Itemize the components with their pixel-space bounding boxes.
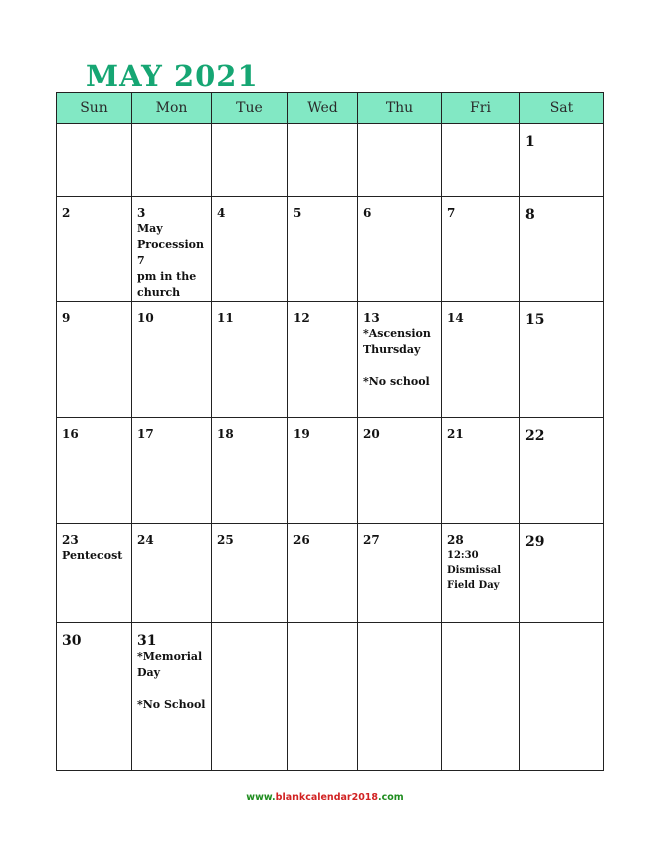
day-cell bbox=[442, 197, 520, 302]
day-number: 3 bbox=[137, 206, 146, 220]
day-number bbox=[217, 130, 282, 132]
day-cell bbox=[288, 524, 358, 623]
day-event: *Ascension Thursday *No school bbox=[363, 327, 431, 388]
week-row-6 bbox=[57, 623, 604, 771]
day-cell bbox=[442, 623, 520, 771]
day-cell bbox=[132, 524, 212, 623]
day-number bbox=[525, 629, 598, 631]
weekday-header-sat: Sat bbox=[520, 93, 604, 124]
weekday-header-tue: Tue bbox=[212, 93, 288, 124]
day-number: 7 bbox=[447, 206, 456, 220]
day-cell bbox=[358, 197, 442, 302]
day-cell bbox=[212, 302, 288, 418]
day-number bbox=[363, 629, 436, 631]
day-number bbox=[293, 629, 352, 631]
day-number bbox=[447, 629, 514, 631]
day-event: *Memorial Day *No School bbox=[137, 650, 206, 711]
day-number: 19 bbox=[293, 427, 310, 441]
day-cell bbox=[212, 524, 288, 623]
day-cell bbox=[358, 302, 442, 418]
month-title: MAY 2021 bbox=[86, 59, 259, 93]
day-number: 26 bbox=[293, 533, 310, 547]
day-number: 13 bbox=[363, 311, 380, 325]
week-row-5 bbox=[57, 524, 604, 623]
day-number: 17 bbox=[137, 427, 154, 441]
day-number: 15 bbox=[525, 312, 545, 328]
day-cell bbox=[212, 418, 288, 524]
weekday-header-thu: Thu bbox=[358, 93, 442, 124]
weekday-header-mon: Mon bbox=[132, 93, 212, 124]
week-row-4 bbox=[57, 418, 604, 524]
day-cell bbox=[132, 623, 212, 771]
day-number bbox=[137, 130, 206, 132]
day-cell bbox=[57, 524, 132, 623]
day-cell bbox=[132, 302, 212, 418]
day-cell bbox=[57, 124, 132, 197]
day-event: May Procession 7 pm in the church bbox=[137, 222, 204, 299]
day-cell bbox=[520, 124, 604, 197]
day-cell bbox=[520, 302, 604, 418]
weekday-header-row bbox=[57, 93, 604, 124]
day-number bbox=[62, 130, 126, 132]
day-cell bbox=[358, 418, 442, 524]
day-number: 21 bbox=[447, 427, 464, 441]
day-cell bbox=[442, 302, 520, 418]
day-number: 9 bbox=[62, 311, 71, 325]
footer-website-link[interactable] bbox=[0, 792, 650, 803]
day-number bbox=[293, 130, 352, 132]
day-cell bbox=[212, 197, 288, 302]
weekday-header-fri: Fri bbox=[442, 93, 520, 124]
day-number: 12 bbox=[293, 311, 310, 325]
day-number: 29 bbox=[525, 534, 545, 550]
day-cell bbox=[358, 524, 442, 623]
day-cell bbox=[57, 302, 132, 418]
day-number bbox=[447, 130, 514, 132]
day-cell bbox=[212, 623, 288, 771]
day-cell bbox=[288, 418, 358, 524]
day-cell bbox=[132, 124, 212, 197]
day-cell bbox=[442, 124, 520, 197]
week-row-2 bbox=[57, 197, 604, 302]
day-event: 12:30 Dismissal Field Day bbox=[447, 550, 502, 591]
day-cell bbox=[288, 623, 358, 771]
day-cell bbox=[288, 124, 358, 197]
day-number: 24 bbox=[137, 533, 154, 547]
day-number: 22 bbox=[525, 428, 545, 444]
day-cell bbox=[288, 197, 358, 302]
day-cell bbox=[520, 418, 604, 524]
day-number: 28 bbox=[447, 533, 464, 547]
day-cell bbox=[132, 197, 212, 302]
day-number: 2 bbox=[62, 206, 71, 220]
footer-suffix: .com bbox=[378, 792, 404, 803]
day-cell bbox=[520, 197, 604, 302]
day-number: 11 bbox=[217, 311, 234, 325]
day-cell bbox=[358, 124, 442, 197]
day-cell bbox=[57, 418, 132, 524]
day-number: 25 bbox=[217, 533, 234, 547]
day-cell bbox=[442, 418, 520, 524]
day-cell bbox=[57, 623, 132, 771]
day-number bbox=[217, 629, 282, 631]
day-number: 1 bbox=[525, 134, 535, 150]
week-row-1 bbox=[57, 124, 604, 197]
day-number: 20 bbox=[363, 427, 380, 441]
day-cell bbox=[132, 418, 212, 524]
day-cell bbox=[358, 623, 442, 771]
day-cell bbox=[520, 623, 604, 771]
day-event: Pentecost bbox=[62, 549, 123, 562]
footer-site: blankcalendar2018 bbox=[275, 792, 379, 803]
day-number: 14 bbox=[447, 311, 464, 325]
day-number bbox=[363, 130, 436, 132]
day-number: 23 bbox=[62, 533, 79, 547]
day-number: 18 bbox=[217, 427, 234, 441]
weekday-header-sun: Sun bbox=[57, 93, 132, 124]
weekday-header-wed: Wed bbox=[288, 93, 358, 124]
day-number: 8 bbox=[525, 207, 535, 223]
day-number: 27 bbox=[363, 533, 380, 547]
day-cell bbox=[288, 302, 358, 418]
day-number: 5 bbox=[293, 206, 302, 220]
day-number: 16 bbox=[62, 427, 79, 441]
day-cell bbox=[212, 124, 288, 197]
day-number: 31 bbox=[137, 633, 157, 649]
day-number: 6 bbox=[363, 206, 372, 220]
footer-prefix: www. bbox=[246, 792, 276, 803]
day-cell bbox=[442, 524, 520, 623]
day-number: 4 bbox=[217, 206, 226, 220]
day-number: 10 bbox=[137, 311, 154, 325]
day-cell bbox=[520, 524, 604, 623]
day-number: 30 bbox=[62, 633, 82, 649]
calendar-grid bbox=[56, 92, 604, 771]
day-cell bbox=[57, 197, 132, 302]
week-row-3 bbox=[57, 302, 604, 418]
